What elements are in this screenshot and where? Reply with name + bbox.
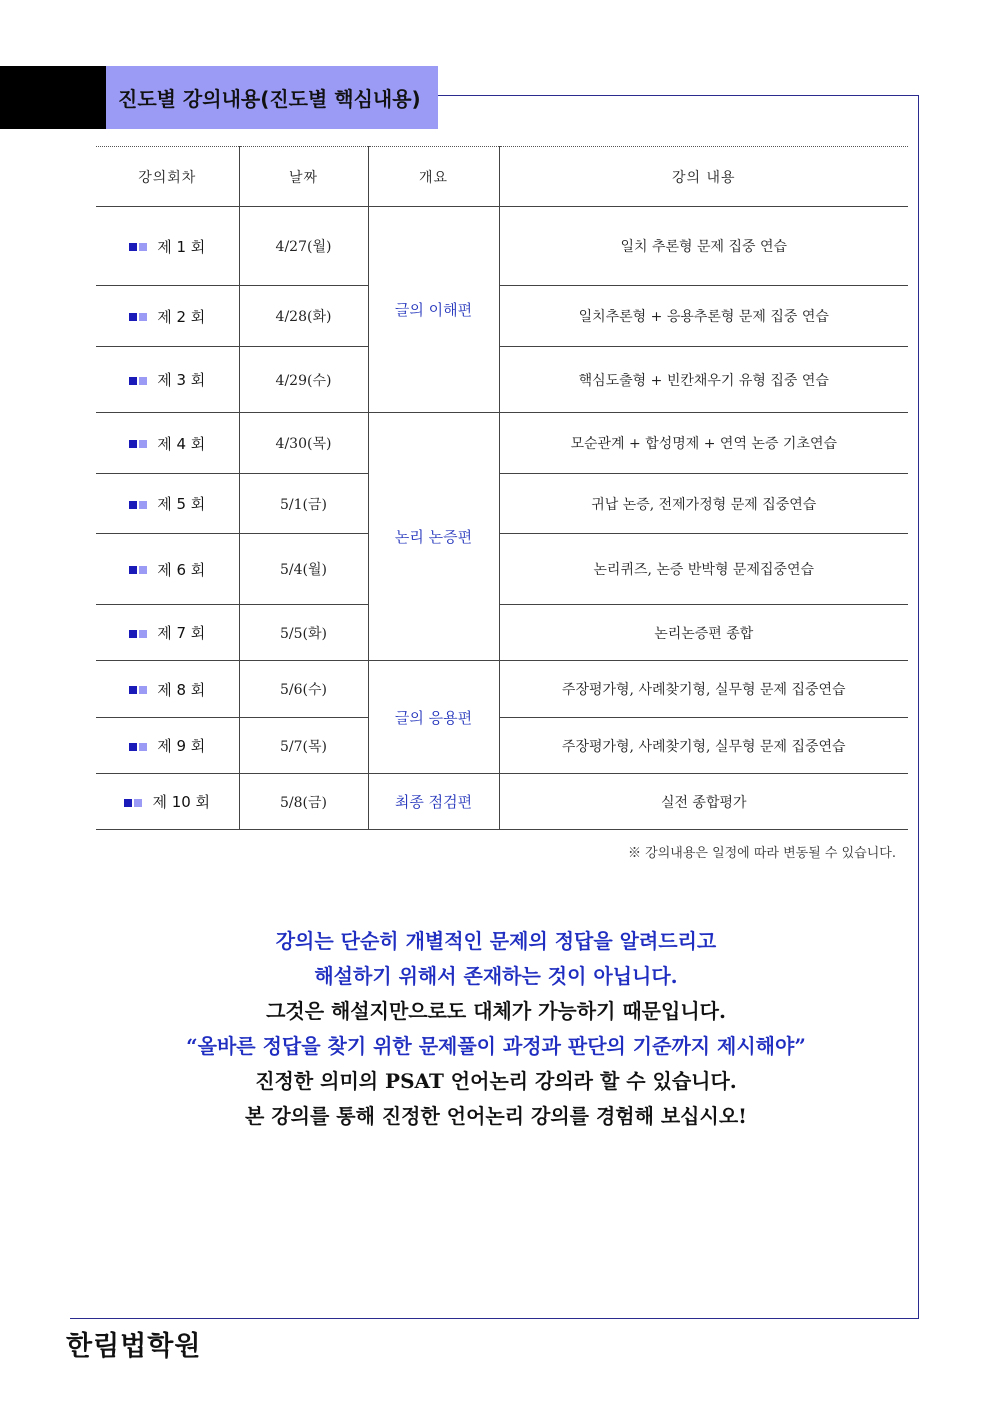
bullet-square-light xyxy=(139,501,147,509)
column-header-session: 강의회차 xyxy=(96,147,239,207)
page-title: 진도별 강의내용(진도별 핵심내용) xyxy=(106,66,438,129)
table-row xyxy=(96,774,908,830)
session-cell xyxy=(96,207,239,286)
bullet-square-light xyxy=(139,440,147,448)
session-cell xyxy=(96,413,239,474)
session-label: 제 1 회 xyxy=(157,237,206,256)
frame-bottom-border xyxy=(70,1318,919,1319)
content-cell: 모순관계 + 합성명제 + 연역 논증 기초연습 xyxy=(499,413,908,474)
frame-top-border xyxy=(438,95,919,96)
table-row xyxy=(96,207,908,286)
date-cell: 4/29(수) xyxy=(239,347,368,413)
table-row xyxy=(96,718,908,774)
schedule-note: ※ 강의내용은 일정에 따라 변동될 수 있습니다. xyxy=(628,846,896,861)
bullet-square-dark xyxy=(129,630,137,638)
overview-cell: 글의 응용편 xyxy=(368,661,499,774)
bullet-square-dark xyxy=(129,243,137,251)
column-header-content: 강의 내용 xyxy=(499,147,908,207)
academy-logo: 한림법학원 xyxy=(66,1331,202,1362)
intro-line: 본 강의를 통해 진정한 언어논리 강의를 경험해 보십시오! xyxy=(245,1104,747,1128)
bullet-square-light xyxy=(139,243,147,251)
column-header-date: 날짜 xyxy=(239,147,368,207)
session-label: 제 3 회 xyxy=(157,371,206,389)
session-label: 제 2 회 xyxy=(157,307,206,326)
bullet-square-dark xyxy=(129,743,137,751)
intro-line: “올바른 정답을 찾기 위한 문제풀이 과정과 판단의 기준까지 제시해야” xyxy=(186,1034,806,1058)
content-cell: 일치추론형 + 응용추론형 문제 집중 연습 xyxy=(499,286,908,347)
overview-cell: 글의 이해편 xyxy=(368,207,499,413)
table-row xyxy=(96,605,908,661)
session-cell xyxy=(96,286,239,347)
session-cell xyxy=(96,534,239,605)
session-cell xyxy=(96,718,239,774)
table-row xyxy=(96,534,908,605)
bullet-square-dark xyxy=(129,377,137,385)
bullet-square-light xyxy=(139,630,147,638)
header-black-block xyxy=(0,66,106,129)
session-label: 제 8 회 xyxy=(157,680,206,699)
schedule-table xyxy=(96,146,908,830)
date-cell: 4/30(목) xyxy=(239,413,368,474)
bullet-square-dark xyxy=(129,440,137,448)
column-header-overview: 개요 xyxy=(368,147,499,207)
content-cell: 일치 추론형 문제 집중 연습 xyxy=(499,207,908,286)
date-cell: 4/28(화) xyxy=(239,286,368,347)
bullet-square-dark xyxy=(124,799,132,807)
session-label: 제 5 회 xyxy=(157,495,206,513)
table-header-row xyxy=(96,147,908,207)
frame-right-border xyxy=(918,95,919,1319)
bullet-square-dark xyxy=(129,313,137,321)
session-cell xyxy=(96,347,239,413)
date-cell: 5/5(화) xyxy=(239,605,368,661)
table-row xyxy=(96,661,908,718)
content-cell: 실전 종합평가 xyxy=(499,774,908,830)
content-cell: 논리퀴즈, 논증 반박형 문제집중연습 xyxy=(499,534,908,605)
table-row xyxy=(96,286,908,347)
content-cell: 핵심도출형 + 빈칸채우기 유형 집중 연습 xyxy=(499,347,908,413)
date-cell: 5/7(목) xyxy=(239,718,368,774)
date-cell: 5/4(월) xyxy=(239,534,368,605)
overview-cell: 최종 점검편 xyxy=(368,774,499,830)
date-cell: 5/1(금) xyxy=(239,474,368,534)
session-label: 제 6 회 xyxy=(157,560,206,579)
bullet-square-light xyxy=(139,566,147,574)
intro-line: 해설하기 위해서 존재하는 것이 아닙니다. xyxy=(314,964,678,988)
intro-line: 강의는 단순히 개별적인 문제의 정답을 알려드리고 xyxy=(275,929,717,953)
table-row xyxy=(96,347,908,413)
date-cell: 5/6(수) xyxy=(239,661,368,718)
bullet-square-light xyxy=(134,799,142,807)
content-cell: 논리논증편 종합 xyxy=(499,605,908,661)
bullet-square-light xyxy=(139,743,147,751)
intro-line: 진정한 의미의 PSAT 언어논리 강의라 할 수 있습니다. xyxy=(255,1069,737,1093)
date-cell: 4/27(월) xyxy=(239,207,368,286)
session-cell xyxy=(96,474,239,534)
session-label: 제 9 회 xyxy=(157,737,206,755)
table-row xyxy=(96,413,908,474)
overview-cell: 논리 논증편 xyxy=(368,413,499,661)
intro-statement xyxy=(0,924,992,1134)
date-cell: 5/8(금) xyxy=(239,774,368,830)
table-row xyxy=(96,474,908,534)
bullet-square-light xyxy=(139,313,147,321)
bullet-square-dark xyxy=(129,501,137,509)
bullet-square-dark xyxy=(129,566,137,574)
session-label: 제 4 회 xyxy=(157,434,206,453)
content-cell: 주장평가형, 사례찾기형, 실무형 문제 집중연습 xyxy=(499,661,908,718)
session-cell xyxy=(96,661,239,718)
content-cell: 귀납 논증, 전제가정형 문제 집중연습 xyxy=(499,474,908,534)
content-cell: 주장평가형, 사례찾기형, 실무형 문제 집중연습 xyxy=(499,718,908,774)
bullet-square-light xyxy=(139,686,147,694)
session-cell xyxy=(96,774,239,830)
session-cell xyxy=(96,605,239,661)
bullet-square-light xyxy=(139,377,147,385)
session-label: 제 7 회 xyxy=(157,624,206,642)
intro-line: 그것은 해설지만으로도 대체가 가능하기 때문입니다. xyxy=(266,999,726,1023)
session-label: 제 10 회 xyxy=(152,793,211,811)
bullet-square-dark xyxy=(129,686,137,694)
